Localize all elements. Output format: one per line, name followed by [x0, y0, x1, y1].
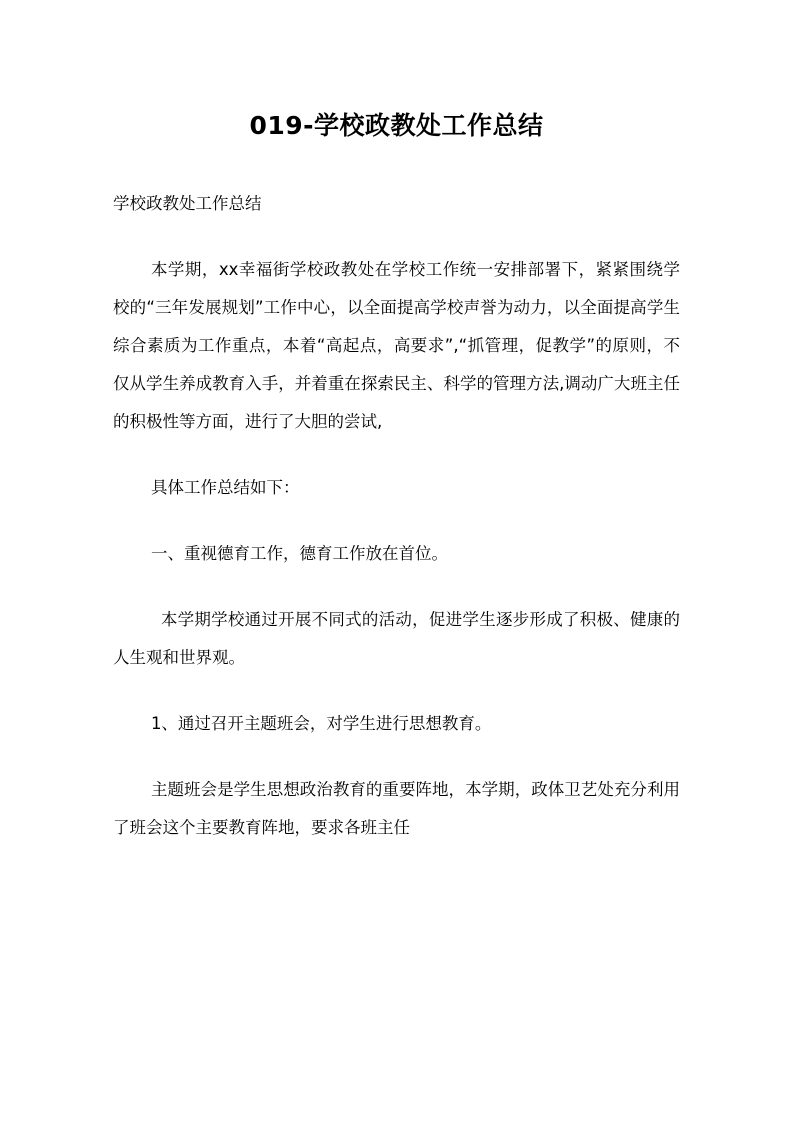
paragraph-item-one-detail: 主题班会是学生思想政治教育的重要阵地，本学期，政体卫艺处充分利用了班会这个主要教育阵地，要求各班主任	[113, 779, 680, 837]
page-title: 019-学校政教处工作总结	[249, 111, 544, 140]
paragraph-summary-lead: 具体工作总结如下：	[150, 477, 300, 497]
paragraph-section-one: 一、重视德育工作，德育工作放在首位。	[150, 543, 448, 563]
paragraph-intro: 本学期，xx幸福街学校政教处在学校工作统一安排部署下，紧紧围绕学校的“三年发展规划”工作中心，以全面提高学校声誉为动力，以全面提高学生综合素质为工作重点，本着“高起点，高要求”,“抓管理，促教学”的原则，不仅从学生养成教育入手，并着重在探索民主、科学的管理方法,调动广大班主任的积极性等方面，进行了大胆的尝试,	[113, 259, 680, 431]
paragraph-heading-line: 学校政教处工作总结	[113, 193, 262, 213]
paragraph-item-one: 1、通过召开主题班会，对学生进行思想教育。	[150, 713, 492, 733]
paragraph-activities: 本学期学校通过开展不同式的活动，促进学生逐步形成了积极、健康的人生观和世界观。	[113, 609, 680, 667]
